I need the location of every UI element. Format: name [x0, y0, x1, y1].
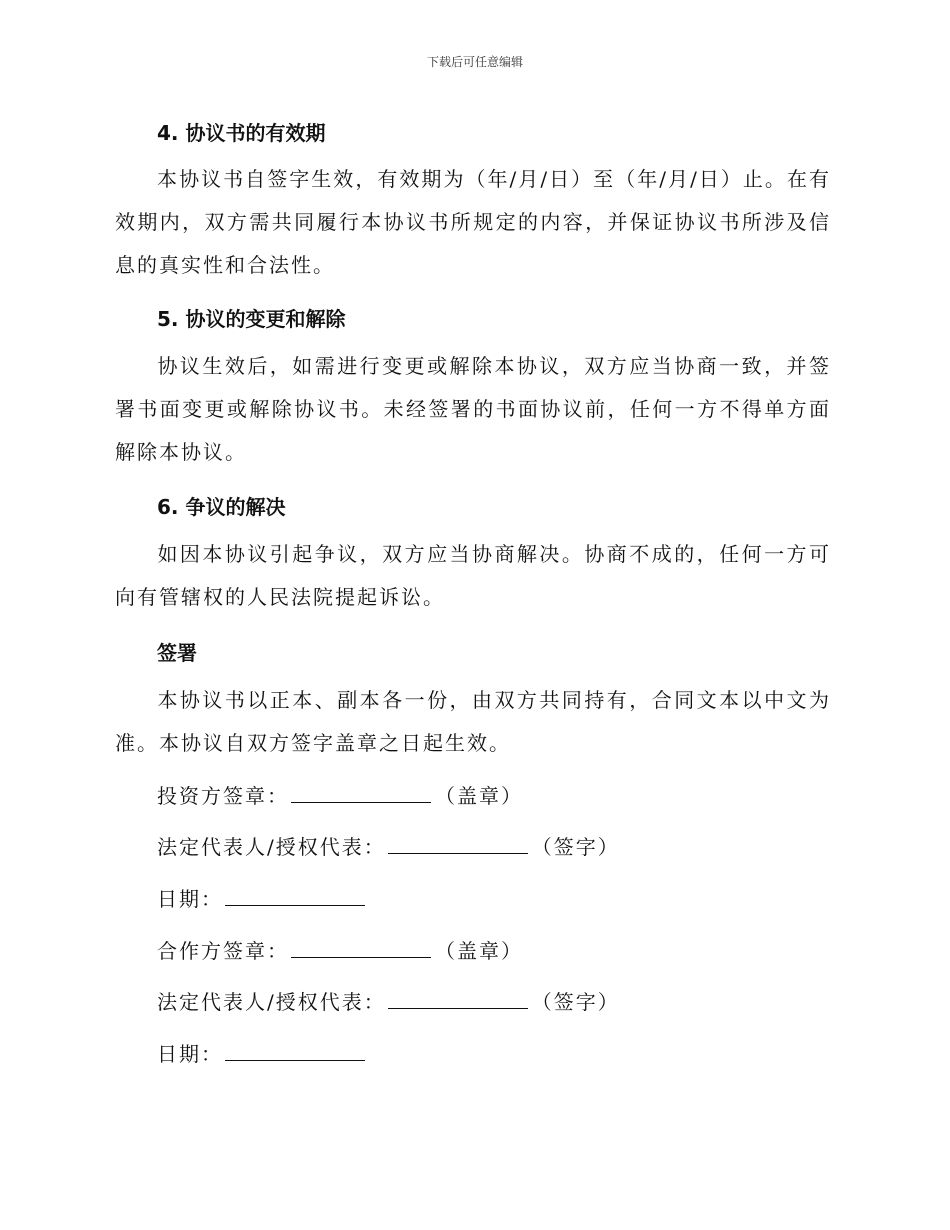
signature-blank[interactable]: [291, 935, 431, 958]
signature-blank[interactable]: [388, 986, 528, 1009]
signature-line-investor: [157, 780, 523, 810]
signature-label: 法定代表人/授权代表：: [157, 835, 386, 859]
section-heading-validity: 4. 协议书的有效期: [157, 121, 326, 145]
section-heading-change: 5. 协议的变更和解除: [157, 307, 346, 331]
signature-line-partner: [157, 935, 523, 965]
signature-suffix: （签字）: [531, 835, 620, 859]
signature-label: 投资方签章：: [157, 784, 289, 808]
signature-suffix: （签字）: [531, 990, 620, 1014]
signature-label: 日期：: [157, 1042, 223, 1066]
section-body-validity-text: 本协议书自签字生效，有效期为（年/月/日）至（年/月/日）止。在有效期内，双方需共同履行本协议书所规定的内容，并保证协议书所涉及信息的真实性和合法性。: [115, 167, 831, 277]
signature-line-partner-rep: [157, 986, 620, 1016]
page-header: 下载后可任意编辑: [426, 55, 523, 69]
section-body-change-text: 协议生效后，如需进行变更或解除本协议，双方应当协商一致，并签署书面变更或解除协议书。未经签署的书面协议前，任何一方不得单方面解除本协议。: [115, 354, 831, 464]
section-body-validity: [115, 158, 831, 287]
signature-line-partner-date: [157, 1038, 369, 1068]
signature-label: 法定代表人/授权代表：: [157, 990, 386, 1014]
signature-blank[interactable]: [225, 883, 365, 906]
signature-blank[interactable]: [225, 1038, 365, 1061]
section-body-sign-text: 本协议书以正本、副本各一份，由双方共同持有，合同文本以中文为准。本协议自双方签字盖章之日起生效。: [115, 688, 831, 755]
signature-suffix: （盖章）: [435, 939, 523, 963]
signature-label: 合作方签章：: [157, 939, 289, 963]
signature-line-investor-rep: [157, 831, 620, 861]
signature-suffix: （盖章）: [435, 784, 523, 808]
section-body-sign: [115, 679, 831, 765]
section-heading-sign: 签署: [157, 641, 197, 665]
section-body-change: [115, 345, 831, 474]
signature-line-investor-date: [157, 883, 369, 913]
section-body-dispute: [115, 533, 831, 619]
section-heading-dispute: 6. 争议的解决: [157, 495, 286, 519]
signature-label: 日期：: [157, 887, 223, 911]
signature-blank[interactable]: [291, 780, 431, 803]
section-body-dispute-text: 如因本协议引起争议，双方应当协商解决。协商不成的，任何一方可向有管辖权的人民法院提起诉讼。: [115, 542, 831, 609]
signature-blank[interactable]: [388, 831, 528, 854]
